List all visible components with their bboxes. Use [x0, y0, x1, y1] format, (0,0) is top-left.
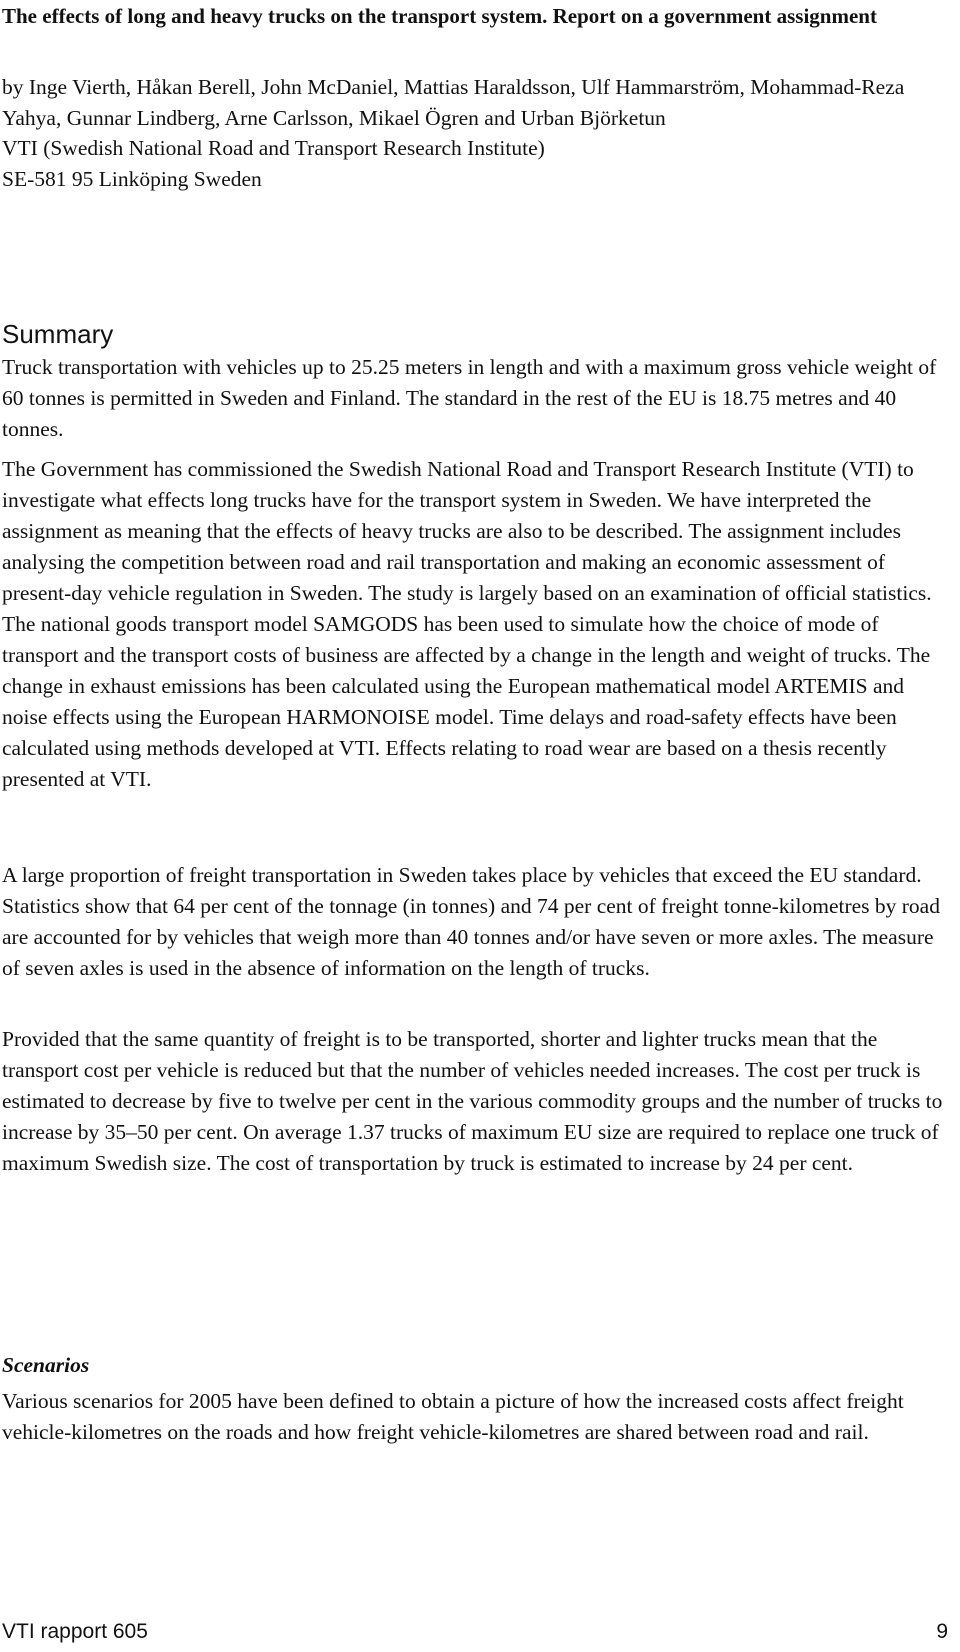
- authors-line: by Inge Vierth, Håkan Berell, John McDaniel, Mattias Haraldsson, Ulf Hammarström, Mohammad-Reza Yahya, Gunnar Lindberg, Arne Carlsson, Mikael Ögren and Urban Björketun: [2, 75, 905, 130]
- document-title: The effects of long and heavy trucks on the transport system. Report on a government assignment: [2, 4, 877, 28]
- author-block: [2, 72, 942, 194]
- scenarios-paragraph: Various scenarios for 2005 have been defined to obtain a picture of how the increased costs affect freight vehicle-kilometres on the roads and how freight vehicle-kilometres are shared between road and rail.: [2, 1389, 904, 1444]
- footer-report-label: VTI rapport 605: [2, 1620, 148, 1643]
- summary-heading: Summary: [2, 319, 114, 349]
- footer-page-number: 9: [936, 1620, 948, 1643]
- institute-line: VTI (Swedish National Road and Transport Research Institute): [2, 136, 545, 160]
- summary-paragraph-1: Truck transportation with vehicles up to 25.25 meters in length and with a maximum gross vehicle weight of 60 tonnes is permitted in Sweden and Finland. The standard in the rest of the EU is 18.75 metres and 40 tonnes.: [2, 355, 937, 441]
- summary-paragraph-2: The Government has commissioned the Swedish National Road and Transport Research Institute (VTI) to investigate what effects long trucks have for the transport system in Sweden. We have interpreted the assignment as meaning that the effects of heavy trucks are also to be described. The assignment includes analysing the competition between road and rail transportation and making an economic assessment of present-day vehicle regulation in Sweden. The study is largely based on an examination of official statistics. The national goods transport model SAMGODS has been used to simulate how the choice of mode of transport and the transport costs of business are affected by a change in the length and weight of trucks. The change in exhaust emissions has been calculated using the European mathematical model ARTEMIS and noise effects using the European HARMONOISE model. Time delays and road-safety effects have been calculated using methods developed at VTI. Effects relating to road wear are based on a thesis recently presented at VTI.: [2, 457, 932, 791]
- scenarios-heading: Scenarios: [2, 1353, 90, 1377]
- summary-paragraph-3: A large proportion of freight transportation in Sweden takes place by vehicles that exceed the EU standard. Statistics show that 64 per cent of the tonnage (in tonnes) and 74 per cent of freight tonne-kilometres by road are accounted for by vehicles that weigh more than 40 tonnes and/or have seven or more axles. The measure of seven axles is used in the absence of information on the length of trucks.: [2, 863, 940, 980]
- address-line: SE-581 95 Linköping Sweden: [2, 166, 262, 191]
- summary-paragraph-4: Provided that the same quantity of freight is to be transported, shorter and lighter trucks mean that the transport cost per vehicle is reduced but that the number of vehicles needed increases. The cost per truck is estimated to decrease by five to twelve per cent in the various commodity groups and the number of trucks to increase by 35–50 per cent. On average 1.37 trucks of maximum EU size are required to replace one truck of maximum Swedish size. The cost of transportation by truck is estimated to increase by 24 per cent.: [2, 1027, 943, 1175]
